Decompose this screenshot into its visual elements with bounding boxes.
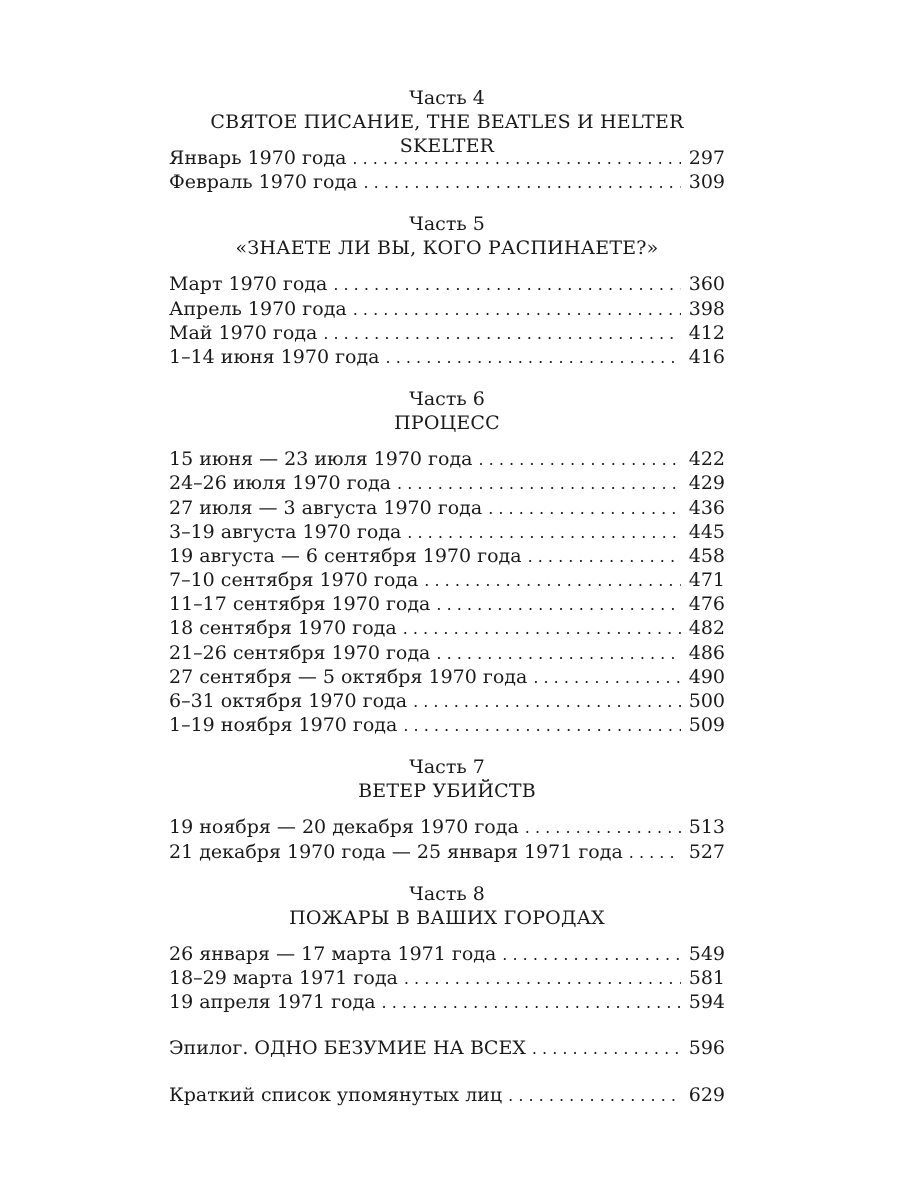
entry-page-number: 416 <box>688 345 725 368</box>
entry-page-number: 596 <box>688 1037 725 1060</box>
part-title: «ЗНАЕТЕ ЛИ ВЫ, КОГО РАСПИНАЕТЕ?» <box>235 237 659 260</box>
entry-page-number: 412 <box>688 321 725 344</box>
entry-title: 3–19 августа 1970 года <box>169 520 402 543</box>
part-8 <box>169 882 725 1015</box>
toc-entry[interactable] <box>169 966 725 990</box>
entry-page-number: 549 <box>688 942 725 965</box>
entry-page-number: 482 <box>688 617 725 640</box>
dot-leader <box>525 816 681 840</box>
toc-entry[interactable] <box>169 345 725 369</box>
toc-entry[interactable] <box>169 146 725 170</box>
toc-entry[interactable] <box>169 592 725 616</box>
entry-title: 1–14 июня 1970 года <box>169 345 380 368</box>
entry-page-number: 429 <box>688 472 725 495</box>
entry-title: 19 августа — 6 сентября 1970 года <box>169 544 522 567</box>
dot-leader <box>333 273 681 297</box>
toc-entry[interactable] <box>169 170 725 194</box>
part-title: ПРОЦЕСС <box>394 412 500 435</box>
toc-entry-persons-list[interactable] <box>169 1083 725 1107</box>
toc-entry[interactable] <box>169 321 725 345</box>
toc-entry-epilogue[interactable] <box>169 1036 725 1060</box>
dot-leader <box>436 593 681 617</box>
part-label: Часть 8 <box>409 882 485 905</box>
entry-page-number: 490 <box>688 665 725 688</box>
part-5 <box>169 212 725 369</box>
entry-title: 7–10 сентября 1970 года <box>169 569 419 592</box>
entry-list <box>169 942 725 1015</box>
part-6 <box>169 387 725 737</box>
entry-title: Апрель 1970 года <box>169 297 347 320</box>
part-label: Часть 7 <box>409 756 485 779</box>
entry-title: Март 1970 года <box>169 273 328 296</box>
toc-entry[interactable] <box>169 641 725 665</box>
dot-leader <box>382 991 681 1015</box>
part-label: Часть 5 <box>409 213 485 236</box>
entry-page-number: 398 <box>688 297 725 320</box>
entry-title: 24–26 июля 1970 года <box>169 472 392 495</box>
dot-leader <box>353 298 681 322</box>
toc-entry[interactable] <box>169 665 725 689</box>
toc-entry[interactable] <box>169 471 725 495</box>
dot-leader <box>629 841 681 865</box>
entry-title: 11–17 сентября 1970 года <box>169 593 431 616</box>
dot-leader <box>403 714 681 738</box>
entry-list <box>169 272 725 369</box>
entry-page-number: 436 <box>688 496 725 519</box>
toc-entry[interactable] <box>169 942 725 966</box>
entry-title: 6–31 октября 1970 года <box>169 690 408 712</box>
entry-title: 15 июня — 23 июля 1970 года <box>169 448 473 471</box>
entry-page-number: 509 <box>688 714 725 737</box>
dot-leader <box>478 448 681 472</box>
dot-leader <box>323 322 681 346</box>
entry-page-number: 309 <box>688 171 725 194</box>
entry-title: Январь 1970 года <box>169 147 347 169</box>
entry-page-number: 422 <box>688 448 725 471</box>
entry-page-number: 486 <box>688 641 725 664</box>
entry-title: Краткий список упомянутых лиц <box>169 1083 503 1106</box>
dot-leader <box>532 1037 681 1061</box>
toc-entry[interactable] <box>169 568 725 592</box>
entry-page-number: 500 <box>688 690 725 712</box>
dot-leader <box>407 521 681 545</box>
dot-leader <box>413 690 681 714</box>
toc-entry[interactable] <box>169 496 725 520</box>
toc-entry[interactable] <box>169 616 725 640</box>
dot-leader <box>363 171 681 195</box>
dot-leader <box>508 1084 681 1108</box>
dot-leader <box>352 147 681 171</box>
part-label: Часть 4 <box>409 87 485 109</box>
dot-leader <box>488 497 681 521</box>
dot-leader <box>436 642 681 666</box>
entry-title: 21 декабря 1970 года — 25 января 1971 года <box>169 840 623 863</box>
entry-title: 27 сентября — 5 октября 1970 года <box>169 665 528 688</box>
entry-title: 18–29 марта 1971 года <box>169 966 398 989</box>
dot-leader <box>533 666 681 690</box>
dot-leader <box>386 346 681 370</box>
entry-page-number: 581 <box>688 966 725 989</box>
entry-title: 27 июля — 3 августа 1970 года <box>169 496 483 519</box>
toc-entry[interactable] <box>169 689 725 713</box>
entry-title: Февраль 1970 года <box>169 171 358 194</box>
entry-list <box>169 447 725 737</box>
entry-page-number: 594 <box>688 991 725 1014</box>
toc-entry[interactable] <box>169 713 725 737</box>
entry-title: 18 сентября 1970 года <box>169 617 397 640</box>
entry-title: 26 января — 17 марта 1971 года <box>169 942 497 965</box>
entry-title: 21–26 сентября 1970 года <box>169 641 431 664</box>
entry-page-number: 527 <box>688 840 725 863</box>
entry-title: 19 апреля 1971 года <box>169 991 376 1014</box>
entry-title: 19 ноября — 20 декабря 1970 года <box>169 816 519 839</box>
dot-leader <box>403 617 681 641</box>
entry-page-number: 476 <box>688 593 725 616</box>
table-of-contents <box>169 86 725 1107</box>
part-title: СВЯТОЕ ПИСАНИЕ, THE BEATLES И HELTER SKELTER <box>210 111 684 157</box>
toc-entry[interactable] <box>169 297 725 321</box>
entry-title: Эпилог. ОДНО БЕЗУМИЕ НА ВСЕХ <box>169 1037 526 1060</box>
toc-entry[interactable] <box>169 815 725 839</box>
toc-entry[interactable] <box>169 990 725 1014</box>
entry-page-number: 513 <box>688 816 725 839</box>
entry-page-number: 471 <box>688 569 725 592</box>
part-title: ВЕТЕР УБИЙСТВ <box>358 780 536 803</box>
dot-leader <box>397 472 681 496</box>
entry-page-number: 458 <box>688 544 725 567</box>
part-4 <box>169 86 725 194</box>
part-7 <box>169 755 725 863</box>
entry-title: 1–19 ноября 1970 года <box>169 714 398 737</box>
dot-leader <box>404 967 681 991</box>
toc-entry[interactable] <box>169 272 725 296</box>
entry-page-number: 445 <box>688 520 725 543</box>
entry-page-number: 629 <box>688 1083 725 1106</box>
part-title: ПОЖАРЫ В ВАШИХ ГОРОДАХ <box>289 906 605 929</box>
entry-list <box>169 815 725 863</box>
toc-entry[interactable] <box>169 447 725 471</box>
dot-leader <box>502 943 681 967</box>
toc-entry[interactable] <box>169 840 725 864</box>
toc-entry[interactable] <box>169 544 725 568</box>
dot-leader <box>528 545 681 569</box>
entry-list <box>169 146 725 194</box>
entry-page-number: 360 <box>688 273 725 296</box>
entry-title: Май 1970 года <box>169 321 318 344</box>
part-label: Часть 6 <box>409 388 485 411</box>
entry-page-number: 297 <box>688 147 725 169</box>
toc-entry[interactable] <box>169 520 725 544</box>
dot-leader <box>424 569 681 593</box>
